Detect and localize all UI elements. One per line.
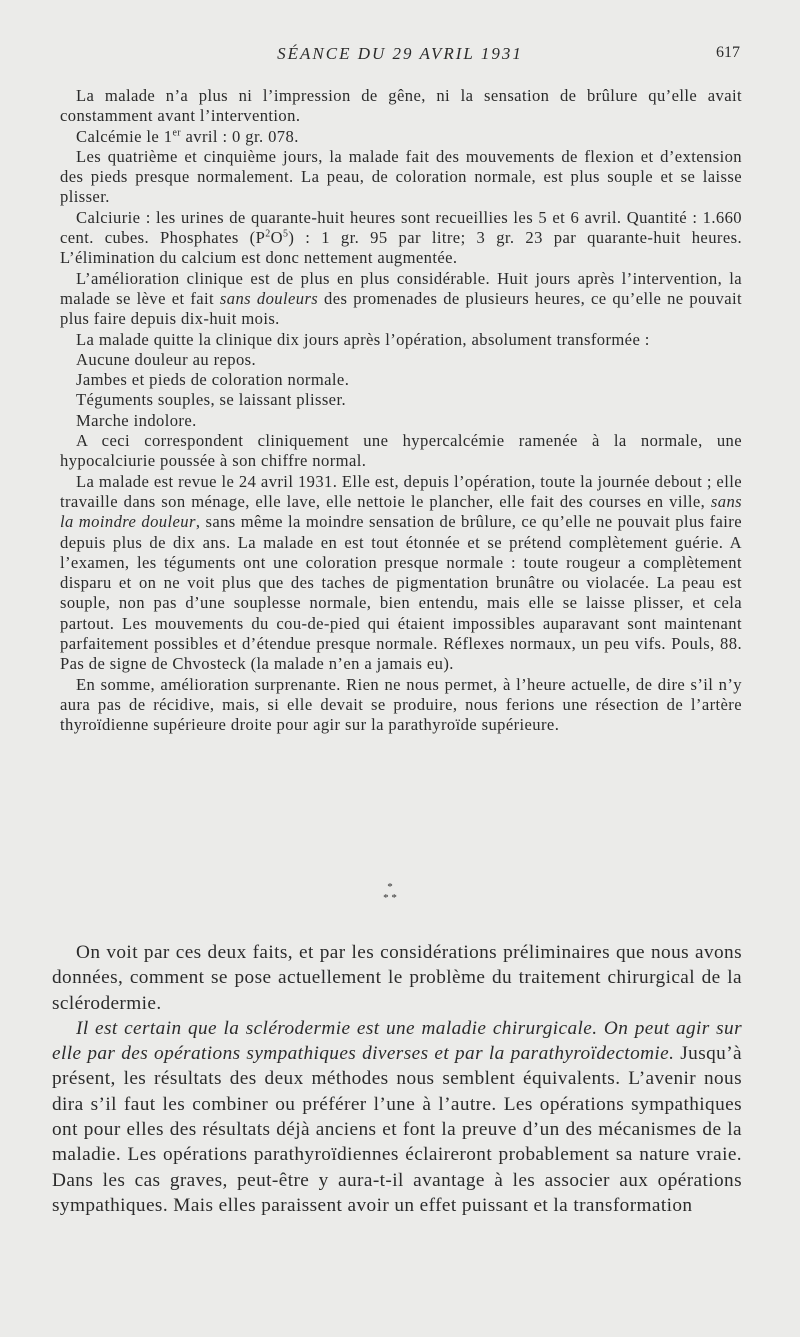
paragraph: Calciurie : les urines de quarante-huit heures sont recueillies les 5 et 6 avril. Quantité : 1.660 cent. cubes. Phosphates $(P^2O^5)$ : 1 gr. 95 par litre; 3 gr. 23 par quarante-huit heures. L’élimination du calcium est donc nettement augmentée. — [60, 207, 742, 268]
paragraph: La malade n’a plus ni l’impression de gêne, ni la sensation de brûlure qu’elle avait constamment avant l’intervention. — [60, 86, 742, 126]
paragraph: A ceci correspondent cliniquement une hypercalcémie ramenée à la normale, une hypocalciurie poussée à son chiffre normal. — [60, 431, 742, 471]
header-title: SÉANCE DU 29 AVRIL 1931 — [277, 44, 523, 63]
separator-stars: * * — [383, 892, 397, 904]
conclusion-body — [52, 940, 742, 1218]
page-number: 617 — [716, 44, 740, 61]
separator-star: * — [387, 881, 393, 893]
list-item: Téguments souples, se laissant plisser. — [76, 390, 347, 410]
section-separator — [370, 882, 410, 912]
list-item: Marche indolore. — [76, 410, 197, 430]
paragraph: L’amélioration clinique est de plus en plus considérable. Huit jours après l’intervention, la malade se lève et fait sans douleurs des promenades de plusieurs heures, ce qu’elle ne pouvait plus faire depuis dix-huit mois. — [60, 268, 742, 329]
paragraph: La malade quitte la clinique dix jours après l’opération, absolument transformée : — [76, 329, 650, 349]
running-header — [60, 44, 740, 68]
paragraph: On voit par ces deux faits, et par les considérations préliminaires que nous avons données, comment se pose actuellement le problème du traitement chirurgical de la sclérodermie. — [52, 942, 742, 1014]
paragraph: Calcémie le 1er avril : 0 gr. 078. — [76, 126, 299, 146]
list-item: Jambes et pieds de coloration normale. — [76, 370, 350, 390]
paragraph: En somme, amélioration surprenante. Rien ne nous permet, à l’heure actuelle, de dire s’il n’y aura pas de récidive, mais, si elle devait se produire, nous ferions une résection de l’artère thyroïdienne supérieure droite pour agir sur la parathyroïde supérieure. — [60, 674, 742, 735]
paragraph: La malade est revue le 24 avril 1931. Elle est, depuis l’opération, toute la journée debout ; elle travaille dans son ménage, elle lave, elle nettoie le plancher, elle fait des courses en ville, sans la moindre douleur, sans même la moindre sensation de brûlure, ce qu’elle ne pouvait plus faire depuis plus de dix ans. La malade en est tout étonnée et se prétend complètement guérie. A l’examen, les téguments ont une coloration presque normale : toute rougeur a complètement disparu et on ne voit plus que des taches de pigmentation brunâtre ou violacée. La peau est souple, non pas d’une souplesse normale, bien entendu, mais elle se laisse plisser, et cela partout. Les mouvements du cou-de-pied qui étaient impossibles auparavant sont maintenant parfaitement possibles et d’étendue presque normale. Réflexes normaux, un peu vifs. Pouls, 88. Pas de signe de Chvosteck (la malade n’en a jamais eu). — [60, 471, 742, 674]
list-item: Aucune douleur au repos. — [76, 349, 257, 369]
paragraph: Il est certain que la sclérodermie est une maladie chirurgicale. On peut agir sur elle par des opérations sympathiques diverses et par la parathyroïdectomie. Jusqu’à présent, les résultats des deux méthodes nous semblent équivalents. L’avenir nous dira s’il faut les combiner ou préférer l’une à l’autre. Les opérations sympathiques ont pour elles des résultats déjà anciens et font la preuve d’un des mécanismes de la maladie. Les opérations parathyroïdiennes éclaireront probablement sa nature vraie. Dans les cas graves, peut-être y aura-t-il avantage à les associer aux opérations sympathiques. Mais elles paraissent avoir un effet puissant et la transformation — [52, 1017, 742, 1216]
case-report-body — [60, 86, 742, 736]
paragraph: Les quatrième et cinquième jours, la malade fait des mouvements de flexion et d’extension des pieds presque normalement. La peau, de coloration normale, est plus souple et se laisse plisser. — [60, 146, 742, 207]
